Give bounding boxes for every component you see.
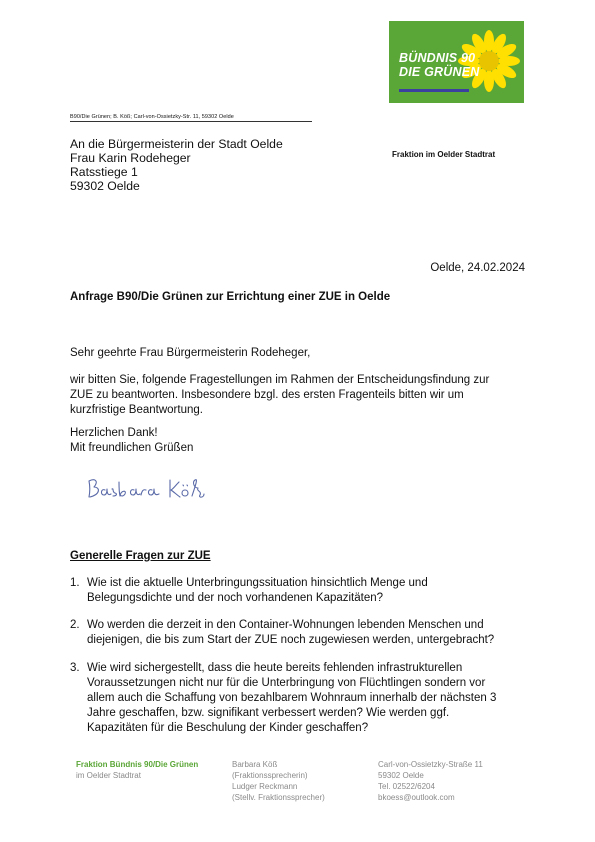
recipient-line: Ratsstiege 1 (70, 165, 138, 179)
question-line: Wo werden die derzeit in den Container-Wohnungen lebenden Menschen und (87, 619, 484, 631)
question-line: Wie wird sichergestellt, dass die heute bereits fehlenden infrastrukturellen (87, 662, 463, 674)
salutation (70, 346, 530, 361)
fraktion-label: Fraktion im Oelder Stadtrat (392, 150, 496, 159)
recipient-line: An die Bürgermeisterin der Stadt Oelde (70, 137, 283, 151)
closing-line: Mit freundlichen Grüßen (70, 442, 194, 454)
question-text (87, 576, 428, 606)
recipient-line: 59302 Oelde (70, 179, 140, 193)
body-line: kurzfristige Beantwortung. (70, 404, 203, 416)
recipient-address (70, 137, 283, 193)
question-text (87, 618, 494, 648)
logo-line-1: BÜNDNIS 90 (399, 51, 476, 65)
sender-underline (70, 121, 312, 122)
footer-contact (378, 759, 483, 803)
footer-fraktion (76, 759, 198, 781)
letter-subject: Anfrage B90/Die Grünen zur Errichtung einer ZUE in Oelde (70, 291, 391, 303)
letter-date: Oelde, 24.02.2024 (430, 262, 525, 274)
footer-fraktion-name: Fraktion Bündnis 90/Die Grünen (76, 760, 199, 769)
footer-fraktion-sub: im Oelder Stadtrat (76, 771, 141, 780)
question-line: Jahre geschaffen, bzw. signifikant verbessert werden? Wie werden ggf. (87, 707, 450, 719)
question-line: Voraussetzungen nicht nur für die Unterbringung von Flüchtlingen sondern vor (87, 677, 486, 689)
question-text (87, 661, 496, 736)
salutation-text: Sehr geehrte Frau Bürgermeisterin Rodeheger, (70, 347, 311, 359)
logo-bar (399, 89, 469, 92)
question-line: Belegungsdichte und der noch vorhandenen Kapazitäten? (87, 592, 384, 604)
body-line: ZUE zu beantworten. Insbesondere bzgl. des ersten Fragenteils bitten wir um (70, 389, 464, 401)
footer-email-link[interactable]: bkoess@outlook.com (378, 793, 455, 802)
footer-contact-line: Tel. 02522/6204 (378, 782, 435, 791)
question-line: diejenigen, die bis zum Start der ZUE noch zugewiesen werden, untergebracht? (87, 634, 495, 646)
party-logo (389, 21, 524, 103)
footer-contact-line: 59302 Oelde (378, 771, 424, 780)
footer-contact-line: Carl-von-Ossietzky-Straße 11 (378, 760, 483, 769)
question-number: 3. (70, 662, 80, 674)
footer-speakers (232, 759, 325, 803)
question-line: allem auch die Schaffung von bezahlbarem Wohnraum innerhalb der nächsten 3 (87, 692, 497, 704)
sender-line: B90/Die Grünen; B. Köß; Carl-von-Ossietzky-Str. 11, 59302 Oelde (70, 114, 234, 120)
question-line: Kapazitäten für die Beschulung der Kinder geschaffen? (87, 722, 369, 734)
question-number: 2. (70, 619, 80, 631)
footer-speaker-line: (Fraktionssprecherin) (232, 771, 308, 780)
logo-line-2: DIE GRÜNEN (399, 65, 480, 79)
recipient-line: Frau Karin Rodeheger (70, 151, 191, 165)
closing (70, 426, 530, 456)
body-paragraph (70, 373, 530, 418)
closing-line: Herzlichen Dank! (70, 427, 158, 439)
footer-speaker-line: (Stellv. Fraktionssprecher) (232, 793, 325, 802)
footer-speaker-line: Ludger Reckmann (232, 782, 298, 791)
body-line: wir bitten Sie, folgende Fragestellungen im Rahmen der Entscheidungsfindung zur (70, 374, 490, 386)
section-heading: Generelle Fragen zur ZUE (70, 550, 211, 562)
footer-speaker-line: Barbara Köß (232, 760, 278, 769)
handwritten-signature (86, 472, 218, 504)
question-number: 1. (70, 577, 80, 589)
question-line: Wie ist die aktuelle Unterbringungssituation hinsichtlich Menge und (87, 577, 428, 589)
